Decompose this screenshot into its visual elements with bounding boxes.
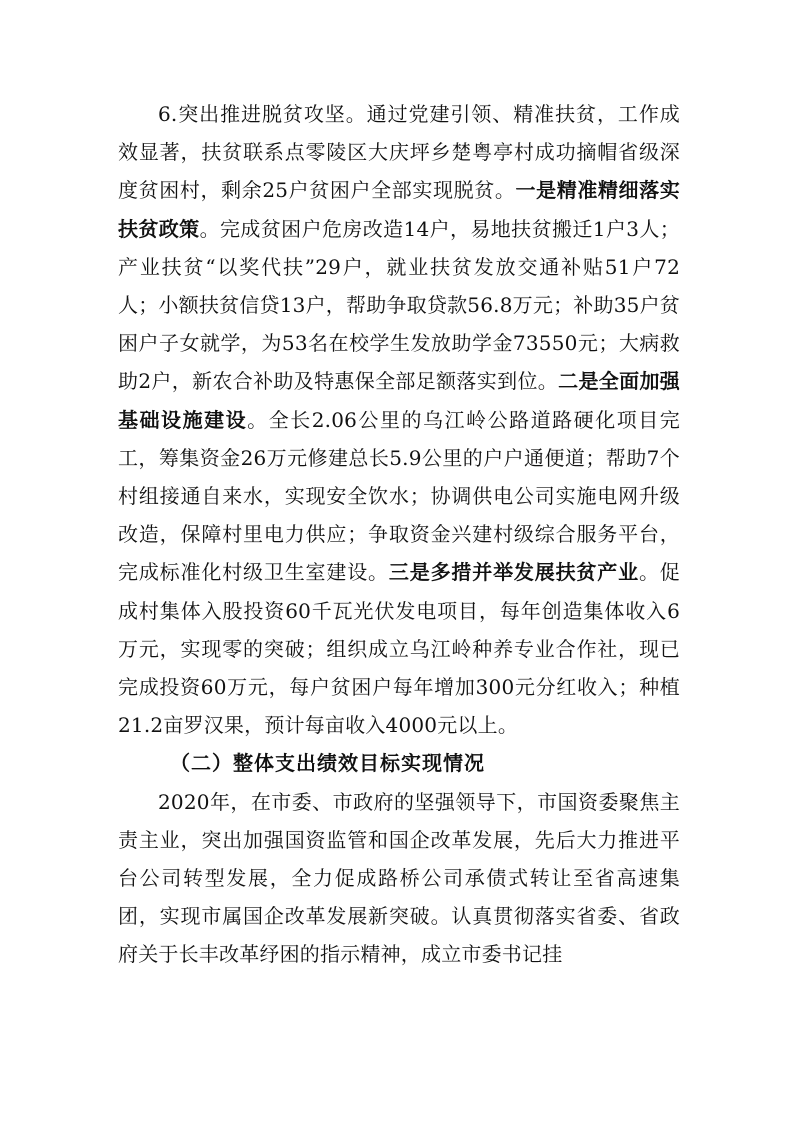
paragraph-overall-performance: 2020年，在市委、市政府的坚强领导下，市国资委聚焦主责主业，突出加强国资监管和国企改革发展，先后大力推进平台公司转型发展，全力促成路桥公司承债式转让至省高速集团，实现市属国企改革发展新突破。认真贯彻落实省委、省政府关于长丰改革纾困的指示精神，成立市委书记挂 [118,789,680,967]
point2-text: 。全长2.06公里的乌江岭公路道路硬化项目完工，筹集资金26万元修建总长5.9公里的户户通便道；帮助7个村组接通自来水，实现安全饮水；协调供电公司实施电网升级改造，保障村里电力供应；争取资金兴建村级综合服务平台，完成标准化村级卫生室建设。 [118,407,680,585]
point1-title: 一是精准精细落实扶贫政策 [118,178,680,241]
section-heading: （二）整体支出绩效目标实现情况 [170,751,485,776]
document-body [118,95,680,974]
point1-text: 。完成贫困户危房改造14户，易地扶贫搬迁1户3人；产业扶贫“以奖代扶”29户，就业扶贫发放交通补贴51户72人；小额扶贫信贷13户，帮助争取贷款56.8万元；补助35户贫困户子女就学，为53名在校学生发放助学金73550元；大病救助2户，新农合补助及特惠保全部足额落实到位。 [118,216,680,394]
paragraph-poverty-alleviation [118,95,680,744]
point3-text: 。促成村集体入股投资60千瓦光伏发电项目，每年创造集体收入6万元，实现零的突破；组织成立乌江岭种养专业合作社，现已完成投资60万元，每户贫困户每年增加300元分红收入；种植21.2亩罗汉果，预计每亩收入4000元以上。 [118,560,680,738]
point2-title: 二是全面加强基础设施建设 [118,369,681,432]
paragraph-intro: 6.突出推进脱贫攻坚。通过党建引领、精准扶贫，工作成效显著，扶贫联系点零陵区大庆坪乡楚粤亭村成功摘帽省级深度贫困村，剩余25户贫困户全部实现脱贫。 [118,102,680,203]
point3-title: 三是多措并举发展扶贫产业 [388,560,639,585]
